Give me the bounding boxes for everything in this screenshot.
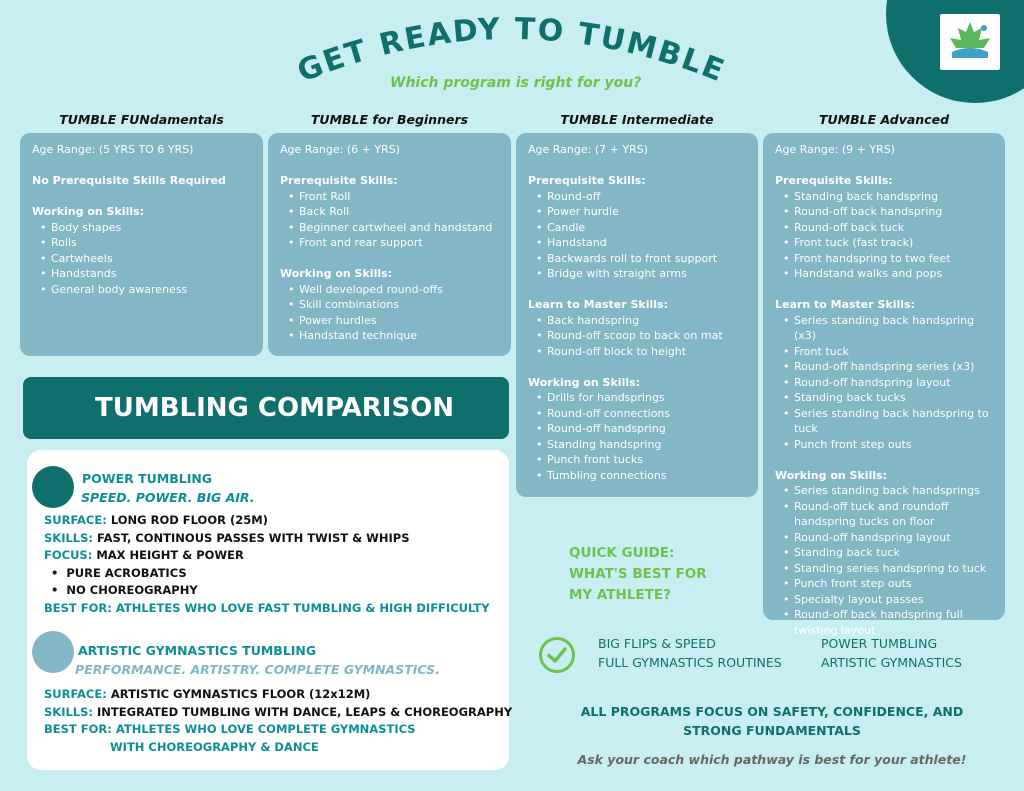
artistic-tumbling-dot — [32, 631, 74, 673]
list-item: • Series standing back handsprings — [783, 483, 993, 499]
list-item: • Handstands — [40, 266, 251, 282]
artistic-tagline: PERFORMANCE. ARTISTRY. COMPLETE GYMNASTICS. — [75, 662, 440, 677]
list-item: • Round-off — [536, 189, 746, 205]
list-item: • Front tuck — [783, 344, 993, 360]
list-item: • Skill combinations — [288, 297, 499, 313]
list-item: • Backwards roll to front support — [536, 251, 746, 267]
ask-coach-note: Ask your coach which pathway is best for your athlete! — [577, 752, 967, 767]
club-logo — [940, 14, 1000, 70]
age-range: Age Range: (7 + YRS) — [528, 143, 648, 156]
power-skills: SKILLS: FAST, CONTINOUS PASSES WITH TWIST & WHIPS — [44, 531, 410, 545]
list-item: • Round-off back tuck — [783, 220, 993, 236]
list-item: • Round-off block to height — [536, 344, 746, 360]
list-item: • Body shapes — [40, 220, 251, 236]
program-heading-intermediate: TUMBLE Intermediate — [560, 112, 714, 127]
list-item: • Round-off back handspring full twisting layout — [783, 607, 993, 638]
prereq-label: No Prerequisite Skills Required — [32, 174, 226, 187]
list-item: • Round-off scoop to back on mat — [536, 328, 746, 344]
list-item: • Back Roll — [288, 204, 499, 220]
list-item: • Power hurdle — [536, 204, 746, 220]
list-item: • Beginner cartwheel and handstand — [288, 220, 499, 236]
list-item: • Series standing back handspring (x3) — [783, 313, 993, 344]
list-item: • Round-off handspring layout — [783, 530, 993, 546]
list-item: • Standing back tuck — [783, 545, 993, 561]
guide-picks: POWER TUMBLING ARTISTIC GYMNASTICS — [821, 636, 962, 670]
list-item: • Round-off handspring series (x3) — [783, 359, 993, 375]
prereq-label: Prerequisite Skills: — [280, 174, 398, 187]
program-card-intermediate — [516, 133, 758, 497]
master-label: Learn to Master Skills: — [775, 298, 916, 311]
program-card-fundamentals — [20, 133, 263, 356]
list-item: • General body awareness — [40, 282, 251, 298]
comparison-panel — [27, 450, 513, 770]
list-item: • Round-off tuck and roundoff handspring tucks on floor — [783, 499, 993, 530]
list-item: • Power hurdles — [288, 313, 499, 329]
maple-leaf-icon — [944, 18, 996, 66]
working-label: Working on Skills: — [528, 375, 641, 389]
artistic-skills: SKILLS: INTEGRATED TUMBLING WITH DANCE, LEAPS & CHOREOGRAPHY — [44, 705, 513, 719]
list-item: • Bridge with straight arms — [536, 266, 746, 282]
list-item: • Round-off handspring — [536, 421, 746, 437]
list-item: • Standing back handspring — [783, 189, 993, 205]
program-card-beginners — [268, 133, 511, 356]
power-bullet: • PURE ACROBATICS — [51, 566, 187, 580]
list-item: • Drills for handsprings — [536, 390, 746, 406]
list-item: • Round-off back handspring — [783, 204, 993, 220]
power-best-for: BEST FOR: ATHLETES WHO LOVE FAST TUMBLING & HIGH DIFFICULTY — [44, 601, 490, 615]
check-circle-icon — [538, 636, 576, 674]
list-item: • Cartwheels — [40, 251, 251, 267]
power-tumbling-dot — [32, 466, 74, 508]
quick-guide-title: QUICK GUIDE: WHAT'S BEST FOR MY ATHLETE? — [569, 545, 707, 603]
list-item: • Handstand technique — [288, 328, 499, 344]
prereq-label: Prerequisite Skills: — [775, 174, 893, 187]
list-item: • Handstand walks and pops — [783, 266, 993, 282]
power-focus: FOCUS: MAX HEIGHT & POWER — [44, 548, 244, 562]
master-label: Learn to Master Skills: — [528, 298, 669, 311]
list-item: • Punch front tucks — [536, 452, 746, 468]
all-programs-note: ALL PROGRAMS FOCUS ON SAFETY, CONFIDENCE, AND STRONG FUNDAMENTALS — [580, 704, 964, 738]
list-item: • Standing back tucks — [783, 390, 993, 406]
list-item: • Front tuck (fast track) — [783, 235, 993, 251]
page-subtitle: Which program is right for you? — [390, 75, 642, 91]
program-card-advanced — [763, 133, 1005, 637]
power-title: POWER TUMBLING — [82, 471, 213, 486]
program-heading-beginners: TUMBLE for Beginners — [310, 112, 469, 127]
list-item: • Tumbling connections — [536, 468, 746, 484]
list-item: • Round-off connections — [536, 406, 746, 422]
working-label: Working on Skills: — [32, 205, 145, 218]
list-item: • Specialty layout passes — [783, 592, 993, 608]
artistic-surface: SURFACE: ARTISTIC GYMNASTICS FLOOR (12x12M) — [44, 687, 371, 701]
power-tagline: SPEED. POWER. BIG AIR. — [81, 490, 255, 505]
svg-text:GET READY TO TUMBLE: GET READY TO TUMBLE — [292, 11, 730, 88]
list-item: • Candle — [536, 220, 746, 236]
age-range: Age Range: (5 YRS TO 6 YRS) — [32, 143, 194, 156]
list-item: • Punch front step outs — [783, 437, 993, 453]
age-range: Age Range: (9 + YRS) — [775, 143, 895, 156]
list-item: • Well developed round-offs — [288, 282, 499, 298]
working-label: Working on Skills: — [280, 267, 393, 280]
age-range: Age Range: (6 + YRS) — [280, 143, 400, 156]
guide-wants: BIG FLIPS & SPEED FULL GYMNASTICS ROUTINES — [598, 636, 782, 670]
working-label: Working on Skills: — [775, 468, 888, 482]
list-item: • Front handspring to two feet — [783, 251, 993, 267]
prereq-label: Prerequisite Skills: — [528, 174, 646, 187]
artistic-best-for: BEST FOR: ATHLETES WHO LOVE COMPLETE GYMNASTICS — [44, 722, 416, 736]
power-surface: SURFACE: LONG ROD FLOOR (25M) — [44, 513, 268, 527]
list-item: • Handstand — [536, 235, 746, 251]
list-item: • Rolls — [40, 235, 251, 251]
list-item: • Front and rear support — [288, 235, 499, 251]
artistic-title: ARTISTIC GYMNASTICS TUMBLING — [78, 643, 317, 658]
power-bullet: • NO CHOREOGRAPHY — [51, 583, 198, 597]
artistic-best-for-cont: WITH CHOREOGRAPHY & DANCE — [110, 740, 319, 754]
list-item: • Back handspring — [536, 313, 746, 329]
program-heading-fundamentals: TUMBLE FUNdamentals — [59, 112, 224, 127]
list-item: • Standing handspring — [536, 437, 746, 453]
list-item: • Series standing back handspring to tuck — [783, 406, 993, 437]
list-item: • Front Roll — [288, 189, 499, 205]
program-heading-advanced: TUMBLE Advanced — [818, 112, 950, 127]
list-item: • Round-off handspring layout — [783, 375, 993, 391]
list-item: • Standing series handspring to tuck — [783, 561, 993, 577]
comparison-banner: TUMBLING COMPARISON — [23, 377, 509, 439]
list-item: • Punch front step outs — [783, 576, 993, 592]
